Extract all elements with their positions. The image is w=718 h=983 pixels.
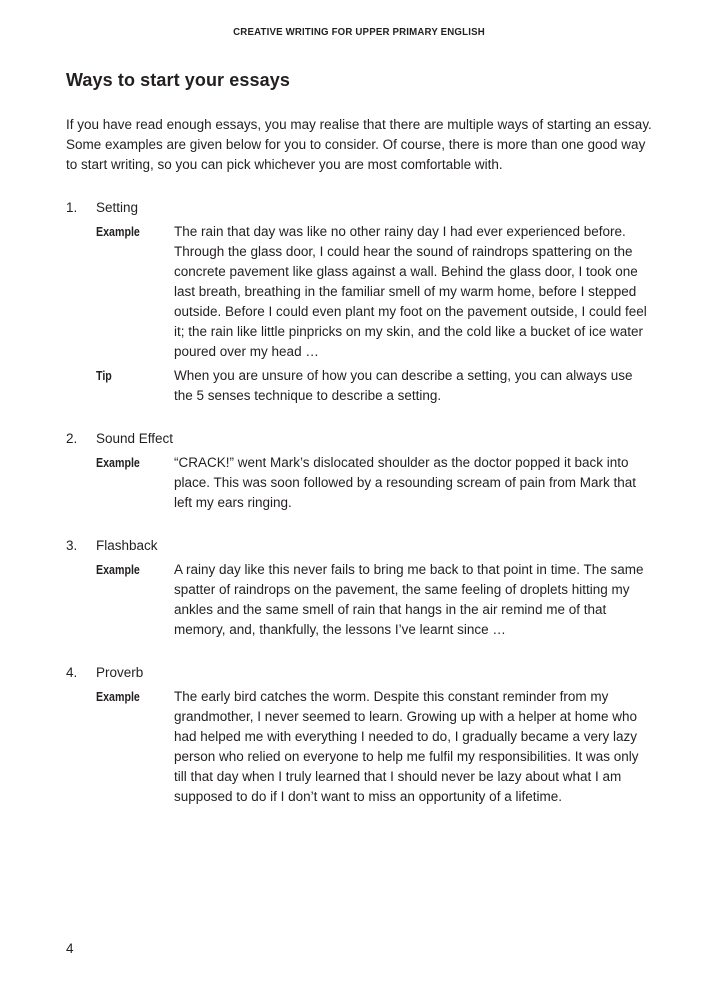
example-text: The early bird catches the worm. Despite this constant reminder from my grandmother, I never seemed to learn. Growing up with a helper at home who had helped me with everything I needed to do, I gradually became a very lazy person who relied on everyone to help me fulfil my responsibilities. It was only till that day when I truly learned that I should never be lazy about what I am supposed to do if I don’t want to miss an opportunity of a lifetime.	[174, 689, 639, 804]
section-heading	[66, 198, 654, 218]
example-block	[66, 560, 654, 640]
section-heading	[66, 536, 654, 556]
example-text: A rainy day like this never fails to bring me back to that point in time. The same spatter of raindrops on the pavement, the same feeling of droplets hitting my ankles and the same smell of rain that hangs in the air remind me of that memory, and, thankfully, the lessons I’ve learnt since …	[174, 562, 644, 637]
section-flashback	[66, 536, 654, 640]
example-block	[66, 222, 654, 362]
example-block	[66, 453, 654, 513]
section-title: Proverb	[96, 665, 144, 680]
page-content	[66, 115, 654, 807]
section-number: 4.	[66, 665, 78, 680]
section-number: 3.	[66, 538, 78, 553]
section-heading	[66, 663, 654, 683]
tip-block	[66, 366, 654, 406]
example-label: Example	[96, 562, 140, 577]
section-number: 1.	[66, 200, 78, 215]
section-proverb	[66, 663, 654, 807]
section-title: Sound Effect	[96, 431, 174, 446]
example-label: Example	[96, 455, 140, 470]
section-setting	[66, 198, 654, 406]
section-title: Setting	[96, 200, 139, 215]
tip-text: When you are unsure of how you can describe a setting, you can always use the 5 senses technique to describe a setting.	[174, 368, 633, 403]
section-number: 2.	[66, 431, 78, 446]
example-block	[66, 687, 654, 807]
page-title: Ways to start your essays	[66, 70, 290, 90]
example-label: Example	[96, 224, 140, 239]
example-text: “CRACK!” went Mark’s dislocated shoulder as the doctor popped it back into place. This was soon followed by a resounding scream of pain from Mark that left my ears ringing.	[174, 455, 636, 510]
page-number: 4	[66, 941, 74, 956]
example-label: Example	[96, 689, 140, 704]
running-head: CREATIVE WRITING FOR UPPER PRIMARY ENGLISH	[233, 26, 485, 38]
section-title: Flashback	[96, 538, 158, 553]
intro-paragraph: If you have read enough essays, you may realise that there are multiple ways of starting an essay. Some examples are given below for you to consider. Of course, there is more than one good way to start writing, so you can pick whichever you are most comfortable with.	[66, 117, 652, 172]
section-heading	[66, 429, 654, 449]
example-text: The rain that day was like no other rainy day I had ever experienced before. Through the glass door, I could hear the sound of raindrops spattering on the concrete pavement like glass against a wall. Behind the glass door, I took one last breath, breathing in the familiar smell of my warm home, before I stepped outside. Before I could even plant my foot on the pavement outside, I could feel it; the rain like little pinpricks on my skin, and the cold like a bucket of ice water poured over my head …	[174, 224, 647, 359]
tip-label: Tip	[96, 368, 112, 383]
section-sound-effect	[66, 429, 654, 513]
